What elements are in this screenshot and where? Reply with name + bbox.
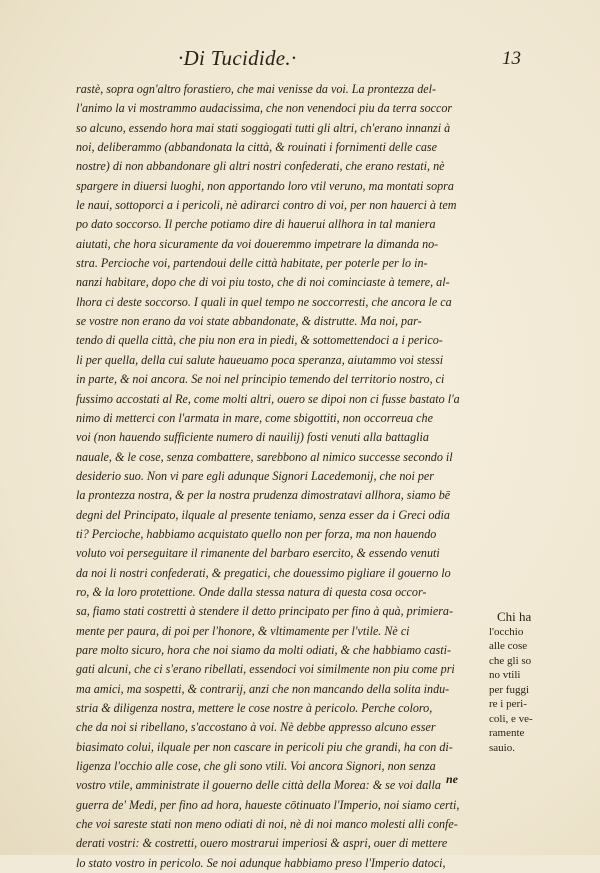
text-line: nanzi habitare, dopo che di voi piu tosto, che di noi cominciaste à temere, al-	[76, 275, 450, 290]
text-line: noi, deliberammo (abbandonata la città, & rouinati i fornimenti delle case	[76, 140, 437, 155]
text-line: gati alcuni, che ci s'erano ribellati, essendoci voi similmente non piu come pri	[76, 662, 455, 677]
text-line: che voi sareste stati non meno odiati di noi, nè di noi manco molesti alli confe-	[76, 817, 458, 832]
text-line: ro, & la loro protettione. Onde dalla stessa natura di questa cosa occor-	[76, 584, 427, 599]
text-line: ma amici, ma sospetti, & contrarij, anzi che non mancando della solita indu-	[76, 681, 450, 696]
marginal-note-line: sauio.	[489, 741, 515, 754]
text-line: ligenza l'occhio alle cose, che gli sono vtili. Voi ancora Signori, non senza	[76, 759, 436, 774]
text-line: fussimo accostati al Re, come molti altri, ouero se dipoi non ci fusse bastato l'a	[76, 391, 460, 406]
running-head: ·Di Tucidide.·	[178, 46, 297, 70]
marginal-note-line: alle cose	[489, 640, 528, 652]
text-line: lhora ci deste soccorso. I quali in quel tempo ne soccorresti, che ancora le ca	[76, 294, 452, 309]
text-line: stria & diligenza nostra, mettere le cose nostre à pericolo. Perche coloro,	[76, 701, 433, 715]
text-line: stra. Percioche voi, partendoui delle città habitate, per poterle per lo in-	[76, 256, 428, 271]
text-line: po dato soccorso. Il perche potiamo dire di hauerui allhora in tal maniera	[76, 217, 436, 232]
marginal-note-line: coli, e ve-	[489, 712, 533, 725]
text-line: nimo di metterci con l'armata in mare, come sbigottiti, non occorreua che	[76, 410, 433, 425]
marginal-note-line: l'occhio	[489, 625, 524, 638]
page-header	[0, 46, 600, 74]
page-number: 13	[502, 48, 521, 69]
text-line: in parte, & noi ancora. Se noi nel principio temendo del territorio nostro, ci	[76, 372, 445, 387]
text-line: da noi li nostri confederati, & pregatici, che douessimo pigliare il gouerno lo	[76, 565, 451, 580]
text-line: vostro vtile, amministrate il gouerno delle città della Morea: & se voi dalla	[76, 778, 441, 793]
text-line: aiutati, che hora sicuramente da voi doueremmo impetrare la dimanda no-	[76, 236, 439, 251]
text-line: la prontezza nostra, & per la nostra prudenza dimostratavi allhora, siamo bē	[76, 488, 451, 503]
text-line: biasimato colui, ilquale per non cascare in pericoli piu che grandi, ha con di-	[76, 739, 453, 754]
text-line: pare molto sicuro, hora che noi siamo da molti odiati, & che habbiamo casti-	[76, 642, 451, 657]
text-line: ti? Percioche, habbiamo acquistato quello non per forza, ma non hauendo	[76, 526, 437, 541]
text-line: voluto voi perseguitare il rimanente del barbaro esercito, & essendo venuti	[76, 546, 440, 561]
text-line: sa, fiamo stati costretti à stendere il detto principato per fino à quà, primiera-	[76, 604, 454, 619]
marginal-note-line: no vtili	[489, 669, 521, 681]
text-line: voi (non hauendo sufficiente numero di nauilij) fosti venuti alla battaglia	[76, 430, 429, 445]
text-line: li per quella, della cui salute haueuamo poca speranza, aiutammo voi stessi	[76, 352, 444, 367]
catchword: ne	[446, 772, 458, 786]
text-line: tendo di quella città, che piu non era in piedi, & sottomettendoci a i perico-	[76, 333, 443, 348]
text-line: se vostre non erano da voi state abbandonate, & distrutte. Ma noi, par-	[76, 314, 422, 329]
text-line: l'animo la vi mostrammo audacissima, che non venendoci piu da terra soccor	[76, 101, 453, 116]
text-line: mente per paura, di poi per l'honore, & vltimamente per l'vtile. Nè ci	[76, 623, 410, 638]
text-line: lo stato vostro in pericolo. Se noi adunque habbiamo preso l'Imperio datoci,	[76, 855, 446, 870]
text-line: derati vostri: & costretti, ouero mostrarui imperiosi & aspri, ouer di mettere	[76, 836, 448, 851]
text-line: nostre) di non abbandonare gli altri nostri confederati, che erano restati, nè	[76, 159, 445, 174]
marginal-note-line: ramente	[489, 727, 525, 739]
marginal-note	[489, 610, 545, 755]
text-line: so alcuno, essendo hora mai stati soggiogati tutti gli altri, ch'erano innanzi à	[76, 120, 451, 135]
marginal-note-line: per fuggi	[489, 683, 530, 696]
text-line: degni del Principato, ilquale al presente teniamo, senza esser da i Greci odia	[76, 507, 450, 522]
marginal-note-line: re i peri-	[489, 698, 527, 710]
text-line: rastè, sopra ogn'altro forastiero, che mai venisse da voi. La prontezza del-	[76, 82, 437, 96]
main-text-block	[76, 80, 484, 873]
text-line: che da noi si ribellano, s'accostano à voi. Nè debbe appresso alcuno esser	[76, 720, 436, 735]
text-line: le naui, sottoporci a i pericoli, nè adirarci contro di voi, per non hauerci à tem	[76, 198, 457, 213]
marginal-note-line: Chi ha	[497, 609, 532, 624]
text-line: nauale, & le cose, senza combattere, sarebbono al nimico successe secondo il	[76, 449, 453, 464]
text-line: desiderio suo. Non vi pare egli adunque Signori Lacedemonij, che noi per	[76, 468, 434, 483]
text-line: guerra de' Medi, per fino ad hora, haueste cōtinuato l'Imperio, noi siamo certi,	[76, 797, 460, 812]
text-line: spargere in diuersi luoghi, non apportando loro vtil veruno, ma montati sopra	[76, 178, 454, 193]
marginal-note-line: che gli so	[489, 654, 532, 667]
